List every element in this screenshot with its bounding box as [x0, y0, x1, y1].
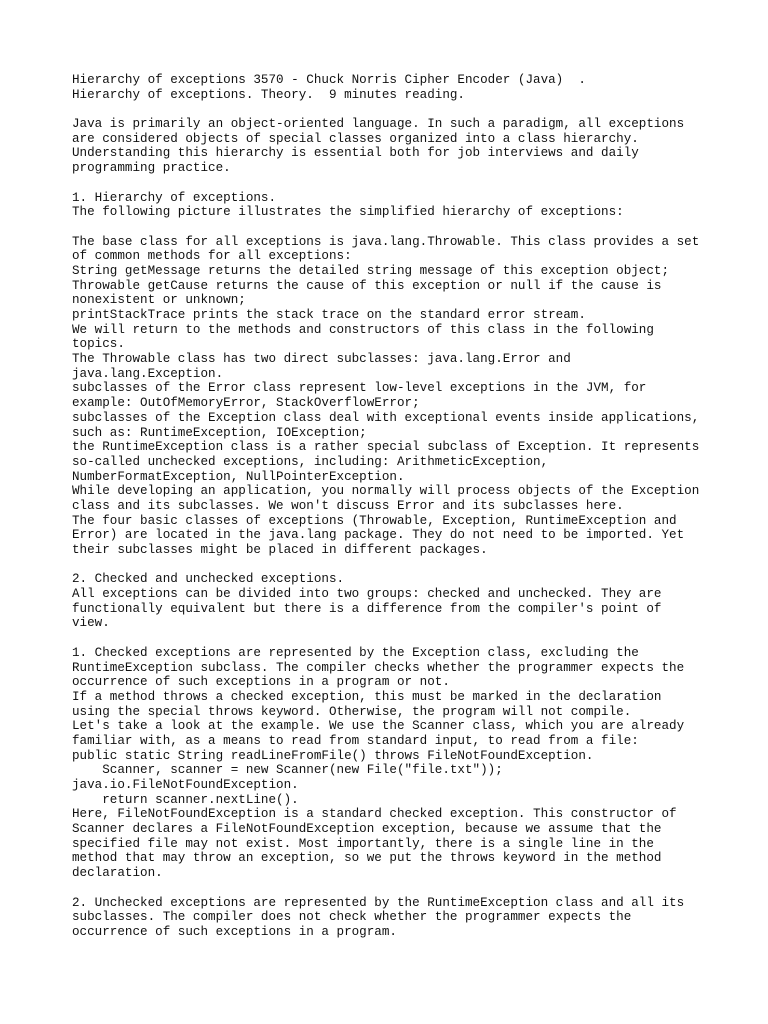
- blank-line: [72, 881, 712, 896]
- blank-line: [72, 558, 712, 573]
- text-line: Java is primarily an object-oriented language. In such a paradigm, all exceptions: [72, 117, 685, 132]
- text-line: familiar with, as a means to read from standard input, to read from a file:: [72, 733, 639, 748]
- text-line: Scanner declares a FileNotFoundException exception, because we assume that the: [72, 822, 662, 837]
- text-line: Throwable getCause returns the cause of this exception or null if the cause is: [72, 278, 662, 293]
- text-line: If a method throws a checked exception, this must be marked in the declaration: [72, 689, 662, 704]
- text-line: RuntimeException subclass. The compiler checks whether the programmer expects the: [72, 660, 685, 675]
- code-line: public static String readLineFromFile() throws FileNotFoundException.: [72, 748, 594, 763]
- text-line: declaration.: [72, 866, 163, 881]
- text-line: The base class for all exceptions is java.lang.Throwable. This class provides a set: [72, 234, 700, 249]
- text-line: occurrence of such exceptions in a program or not.: [72, 675, 450, 690]
- text-line: so-called unchecked exceptions, including: ArithmeticException,: [72, 454, 549, 469]
- text-line: All exceptions can be divided into two groups: checked and unchecked. They are: [72, 587, 662, 602]
- code-line: Scanner, scanner = new Scanner(new File("file.txt"));: [72, 763, 503, 778]
- text-line: String getMessage returns the detailed string message of this exception object;: [72, 263, 670, 278]
- text-line: method that may throw an exception, so we put the throws keyword in the method: [72, 851, 662, 866]
- text-line: We will return to the methods and constructors of this class in the following: [72, 322, 654, 337]
- text-line: topics.: [72, 337, 125, 352]
- text-line: Let's take a look at the example. We use the Scanner class, which you are already: [72, 719, 685, 734]
- text-line: subclasses. The compiler does not check whether the programmer expects the: [72, 910, 632, 925]
- text-line: Here, FileNotFoundException is a standard checked exception. This constructor of: [72, 807, 677, 822]
- blank-line: [72, 220, 712, 235]
- text-line: functionally equivalent but there is a difference from the compiler's point of: [72, 601, 662, 616]
- text-line: subclasses of the Exception class deal with exceptional events inside applications,: [72, 410, 700, 425]
- text-line: nonexistent or unknown;: [72, 293, 246, 308]
- text-line: Understanding this hierarchy is essential both for job interviews and daily: [72, 146, 639, 161]
- code-line: return scanner.nextLine().: [72, 792, 299, 807]
- document-page: [72, 73, 712, 940]
- text-line: view.: [72, 616, 110, 631]
- section-heading: 2. Checked and unchecked exceptions.: [72, 572, 345, 587]
- text-line: using the special throws keyword. Otherwise, the program will not compile.: [72, 704, 632, 719]
- text-line: 1. Checked exceptions are represented by the Exception class, excluding the: [72, 645, 639, 660]
- text-line: specified file may not exist. Most importantly, there is a single line in the: [72, 836, 654, 851]
- blank-line: [72, 176, 712, 191]
- blank-line: [72, 102, 712, 117]
- text-line: are considered objects of special classes organized into a class hierarchy.: [72, 131, 639, 146]
- text-line: While developing an application, you normally will process objects of the Exception: [72, 484, 700, 499]
- text-line: of common methods for all exceptions:: [72, 249, 352, 264]
- text-line: The Throwable class has two direct subclasses: java.lang.Error and: [72, 352, 571, 367]
- blank-line: [72, 631, 712, 646]
- text-line: java.lang.Exception.: [72, 366, 224, 381]
- text-line: printStackTrace prints the stack trace on the standard error stream.: [72, 308, 586, 322]
- text-line: class and its subclasses. We won't discuss Error and its subclasses here.: [72, 498, 624, 513]
- section-heading: 1. Hierarchy of exceptions.: [72, 190, 277, 205]
- text-line: NumberFormatException, NullPointerException.: [72, 469, 405, 484]
- text-line: Error) are located in the java.lang package. They do not need to be imported. Yet: [72, 528, 685, 543]
- subtitle-line: Hierarchy of exceptions. Theory. 9 minutes reading.: [72, 87, 465, 102]
- text-line: such as: RuntimeException, IOException;: [72, 425, 367, 440]
- text-line: programming practice.: [72, 161, 231, 176]
- text-line: The four basic classes of exceptions (Throwable, Exception, RuntimeException and: [72, 513, 677, 528]
- text-line: example: OutOfMemoryError, StackOverflowError;: [72, 396, 420, 411]
- text-line: the RuntimeException class is a rather special subclass of Exception. It represents: [72, 440, 700, 455]
- code-line: java.io.FileNotFoundException.: [72, 778, 299, 792]
- text-line: their subclasses might be placed in different packages.: [72, 543, 488, 557]
- title-line: Hierarchy of exceptions 3570 - Chuck Norris Cipher Encoder (Java) .: [72, 73, 586, 87]
- text-line: occurrence of such exceptions in a program.: [72, 924, 397, 939]
- text-line: The following picture illustrates the simplified hierarchy of exceptions:: [72, 205, 624, 220]
- text-line: 2. Unchecked exceptions are represented by the RuntimeException class and all its: [72, 895, 685, 910]
- text-line: subclasses of the Error class represent low-level exceptions in the JVM, for: [72, 381, 647, 396]
